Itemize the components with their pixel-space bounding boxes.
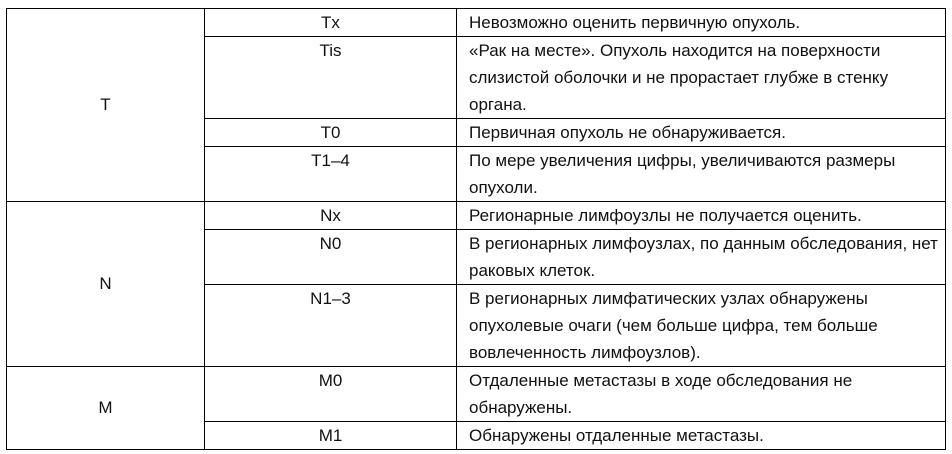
table-row	[7, 9, 946, 37]
description-cell: В регионарных лимфатических узлах обнаружены опухолевые очаги (чем больше цифра, тем больше вовлеченность лимфоузлов).	[457, 285, 946, 367]
description-cell: «Рак на месте». Опухоль находится на поверхности слизистой оболочки и не прорастает глубже в стенку органа.	[457, 37, 946, 119]
code-cell: N1–3	[205, 285, 457, 367]
description-cell: Обнаружены отдаленные метастазы.	[457, 422, 946, 450]
description-cell: По мере увеличения цифры, увеличиваются размеры опухоли.	[457, 147, 946, 202]
description-cell: В регионарных лимфоузлах, по данным обследования, нет раковых клеток.	[457, 230, 946, 285]
code-cell: T0	[205, 119, 457, 147]
code-cell: Tx	[205, 9, 457, 37]
description-cell: Регионарные лимфоузлы не получается оценить.	[457, 202, 946, 230]
code-cell: M0	[205, 367, 457, 422]
table-row	[7, 202, 946, 230]
group-label-t: T	[7, 9, 205, 202]
tnm-classification-table	[6, 8, 946, 450]
code-cell: N0	[205, 230, 457, 285]
code-cell: T1–4	[205, 147, 457, 202]
code-cell: Nx	[205, 202, 457, 230]
group-label-m: M	[7, 367, 205, 450]
description-cell: Первичная опухоль не обнаруживается.	[457, 119, 946, 147]
group-label-n: N	[7, 202, 205, 367]
description-cell: Невозможно оценить первичную опухоль.	[457, 9, 946, 37]
description-cell: Отдаленные метастазы в ходе обследования не обнаружены.	[457, 367, 946, 422]
code-cell: Tis	[205, 37, 457, 119]
code-cell: M1	[205, 422, 457, 450]
table-row	[7, 367, 946, 422]
